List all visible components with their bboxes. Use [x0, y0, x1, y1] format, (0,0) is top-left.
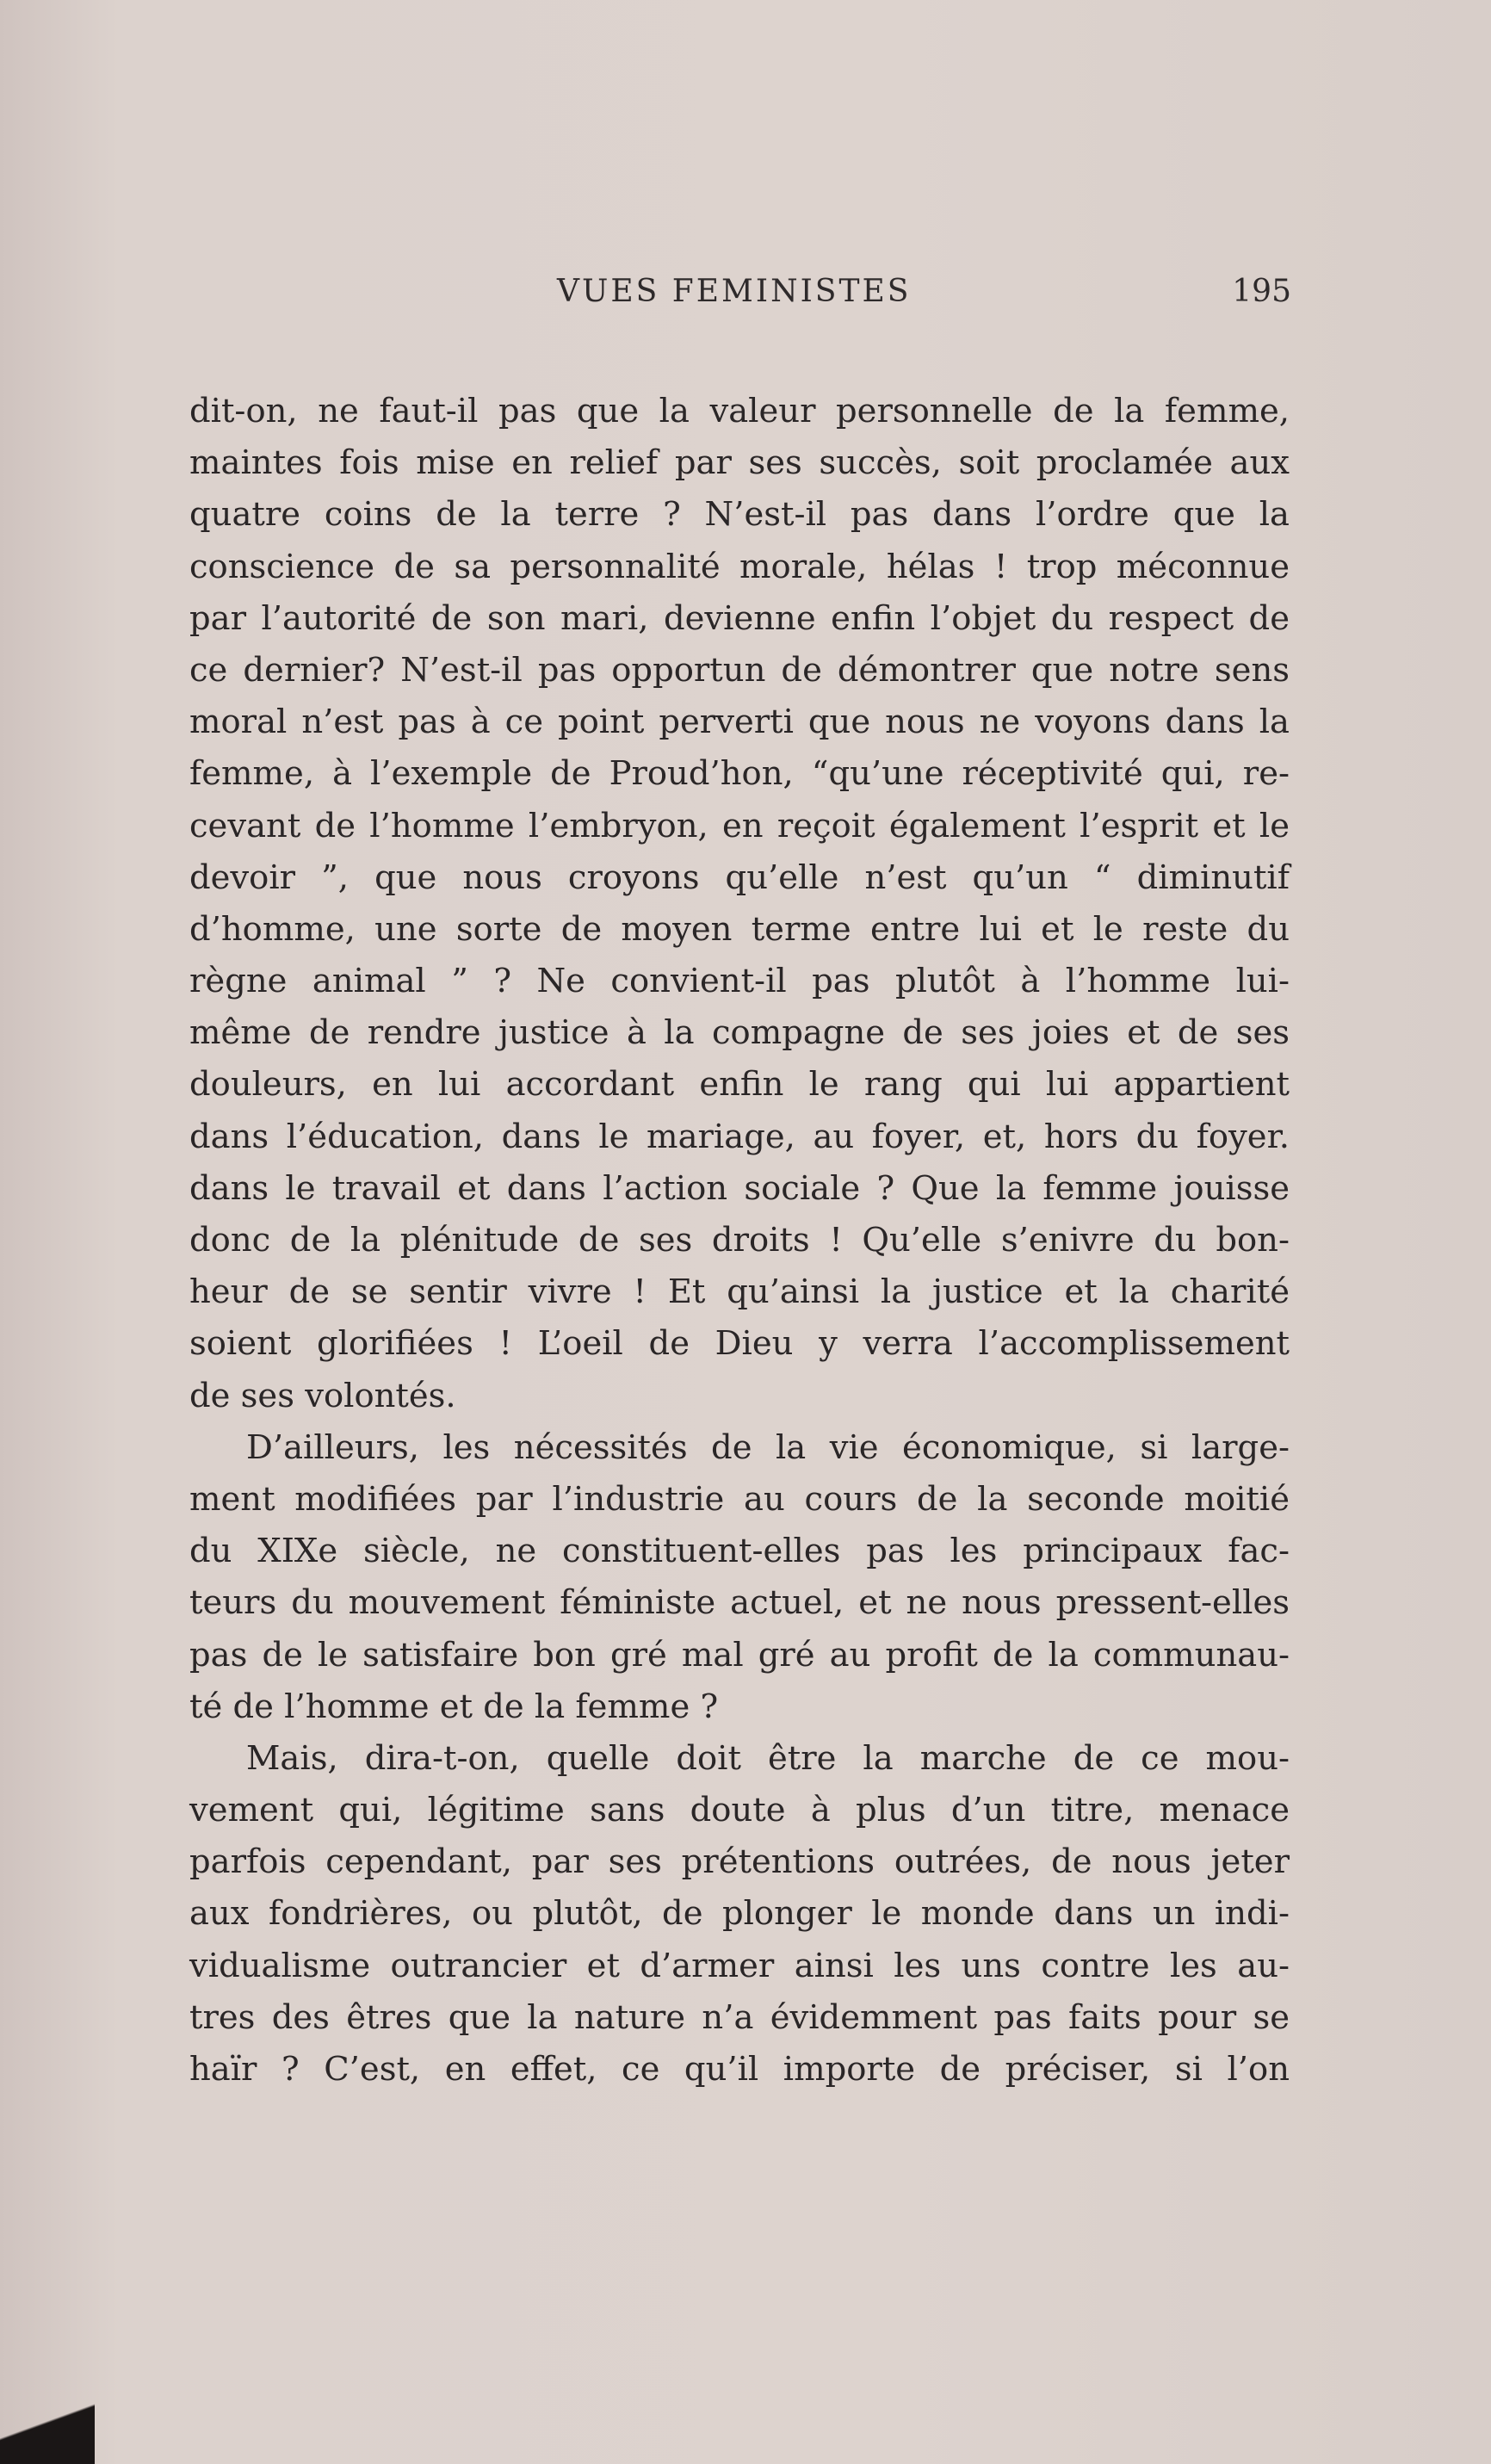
text-line: soient glorifiées ! L’oeil de Dieu y verra l’accomplissement	[189, 1324, 1290, 1364]
text-line: quatre coins de la terre ? N’est-il pas dans l’ordre que la	[189, 495, 1290, 535]
text-line: règne animal ” ? Ne convient-il pas plutôt à l’homme lui-	[189, 962, 1290, 1001]
text-line: dit-on, ne faut-il pas que la valeur personnelle de la femme,	[189, 392, 1290, 430]
text-line: même de rendre justice à la compagne de ses joies et de ses	[189, 1013, 1290, 1053]
text-line: teurs du mouvement féministe actuel, et ne nous pressent-elles	[189, 1583, 1290, 1623]
running-title: VUES FEMINISTES	[557, 274, 912, 309]
text-line: vidualisme outrancier et d’armer ainsi les uns contre les au-	[189, 1946, 1290, 1985]
text-line: ce dernier? N’est-il pas opportun de démontrer que notre sens	[189, 650, 1290, 690]
text-line: douleurs, en lui accordant enfin le rang qui lui appartient	[189, 1065, 1290, 1105]
page-number: 195	[1232, 274, 1291, 309]
text-line: haïr ? C’est, en effet, ce qu’il importe de préciser, si l’on	[189, 2050, 1290, 2089]
text-line: heur de se sentir vivre ! Et qu’ainsi la justice et la charité	[189, 1272, 1290, 1312]
text-line: par l’autorité de son mari, devienne enfin l’objet du respect de	[189, 598, 1290, 638]
text-line: tres des êtres que la nature n’a évidemment pas faits pour se	[189, 1997, 1290, 2037]
text-line: parfois cependant, par ses prétentions outrées, de nous jeter	[189, 1842, 1290, 1882]
text-line: devoir ”, que nous croyons qu’elle n’est qu’un “ diminutif	[189, 857, 1290, 897]
text-line: dans le travail et dans l’action sociale ? Que la femme jouisse	[189, 1168, 1290, 1208]
text-line: du XIXe siècle, ne constituent-elles pas les principaux fac-	[189, 1532, 1290, 1571]
text-line: cevant de l’homme l’embryon, en reçoit également l’esprit et le	[189, 806, 1290, 845]
text-line: de ses volontés.	[189, 1376, 456, 1415]
text-line: ment modifiées par l’industrie au cours de la seconde moitié	[189, 1479, 1290, 1519]
text-line: moral n’est pas à ce point perverti que nous ne voyons dans la	[189, 703, 1290, 742]
text-line: té de l’homme et de la femme ?	[189, 1687, 719, 1726]
page-header	[191, 274, 1291, 325]
text-line: femme, à l’exemple de Proud’hon, “qu’une réceptivité qui, re-	[189, 754, 1290, 794]
text-line: d’homme, une sorte de moyen terme entre lui et le reste du	[189, 909, 1290, 949]
page-corner-shadow	[0, 2378, 95, 2464]
text-line: D’ailleurs, les nécessités de la vie économique, si large-	[246, 1427, 1290, 1467]
text-line: pas de le satisfaire bon gré mal gré au profit de la communau-	[189, 1635, 1290, 1675]
body-text	[189, 386, 1290, 2096]
text-line: Mais, dira-t-on, quelle doit être la marche de ce mou-	[246, 1738, 1290, 1778]
text-line: maintes fois mise en relief par ses succès, soit proclamée aux	[189, 443, 1290, 483]
text-line: dans l’éducation, dans le mariage, au foyer, et, hors du foyer.	[189, 1117, 1290, 1156]
text-line: aux fondrières, ou plutôt, de plonger le monde dans un indi-	[189, 1894, 1290, 1934]
text-line: donc de la plénitude de ses droits ! Qu’elle s’enivre du bon-	[189, 1221, 1290, 1260]
text-line: conscience de sa personnalité morale, hélas ! trop méconnue	[189, 547, 1290, 586]
text-line: vement qui, légitime sans doute à plus d’un titre, menace	[189, 1791, 1290, 1830]
